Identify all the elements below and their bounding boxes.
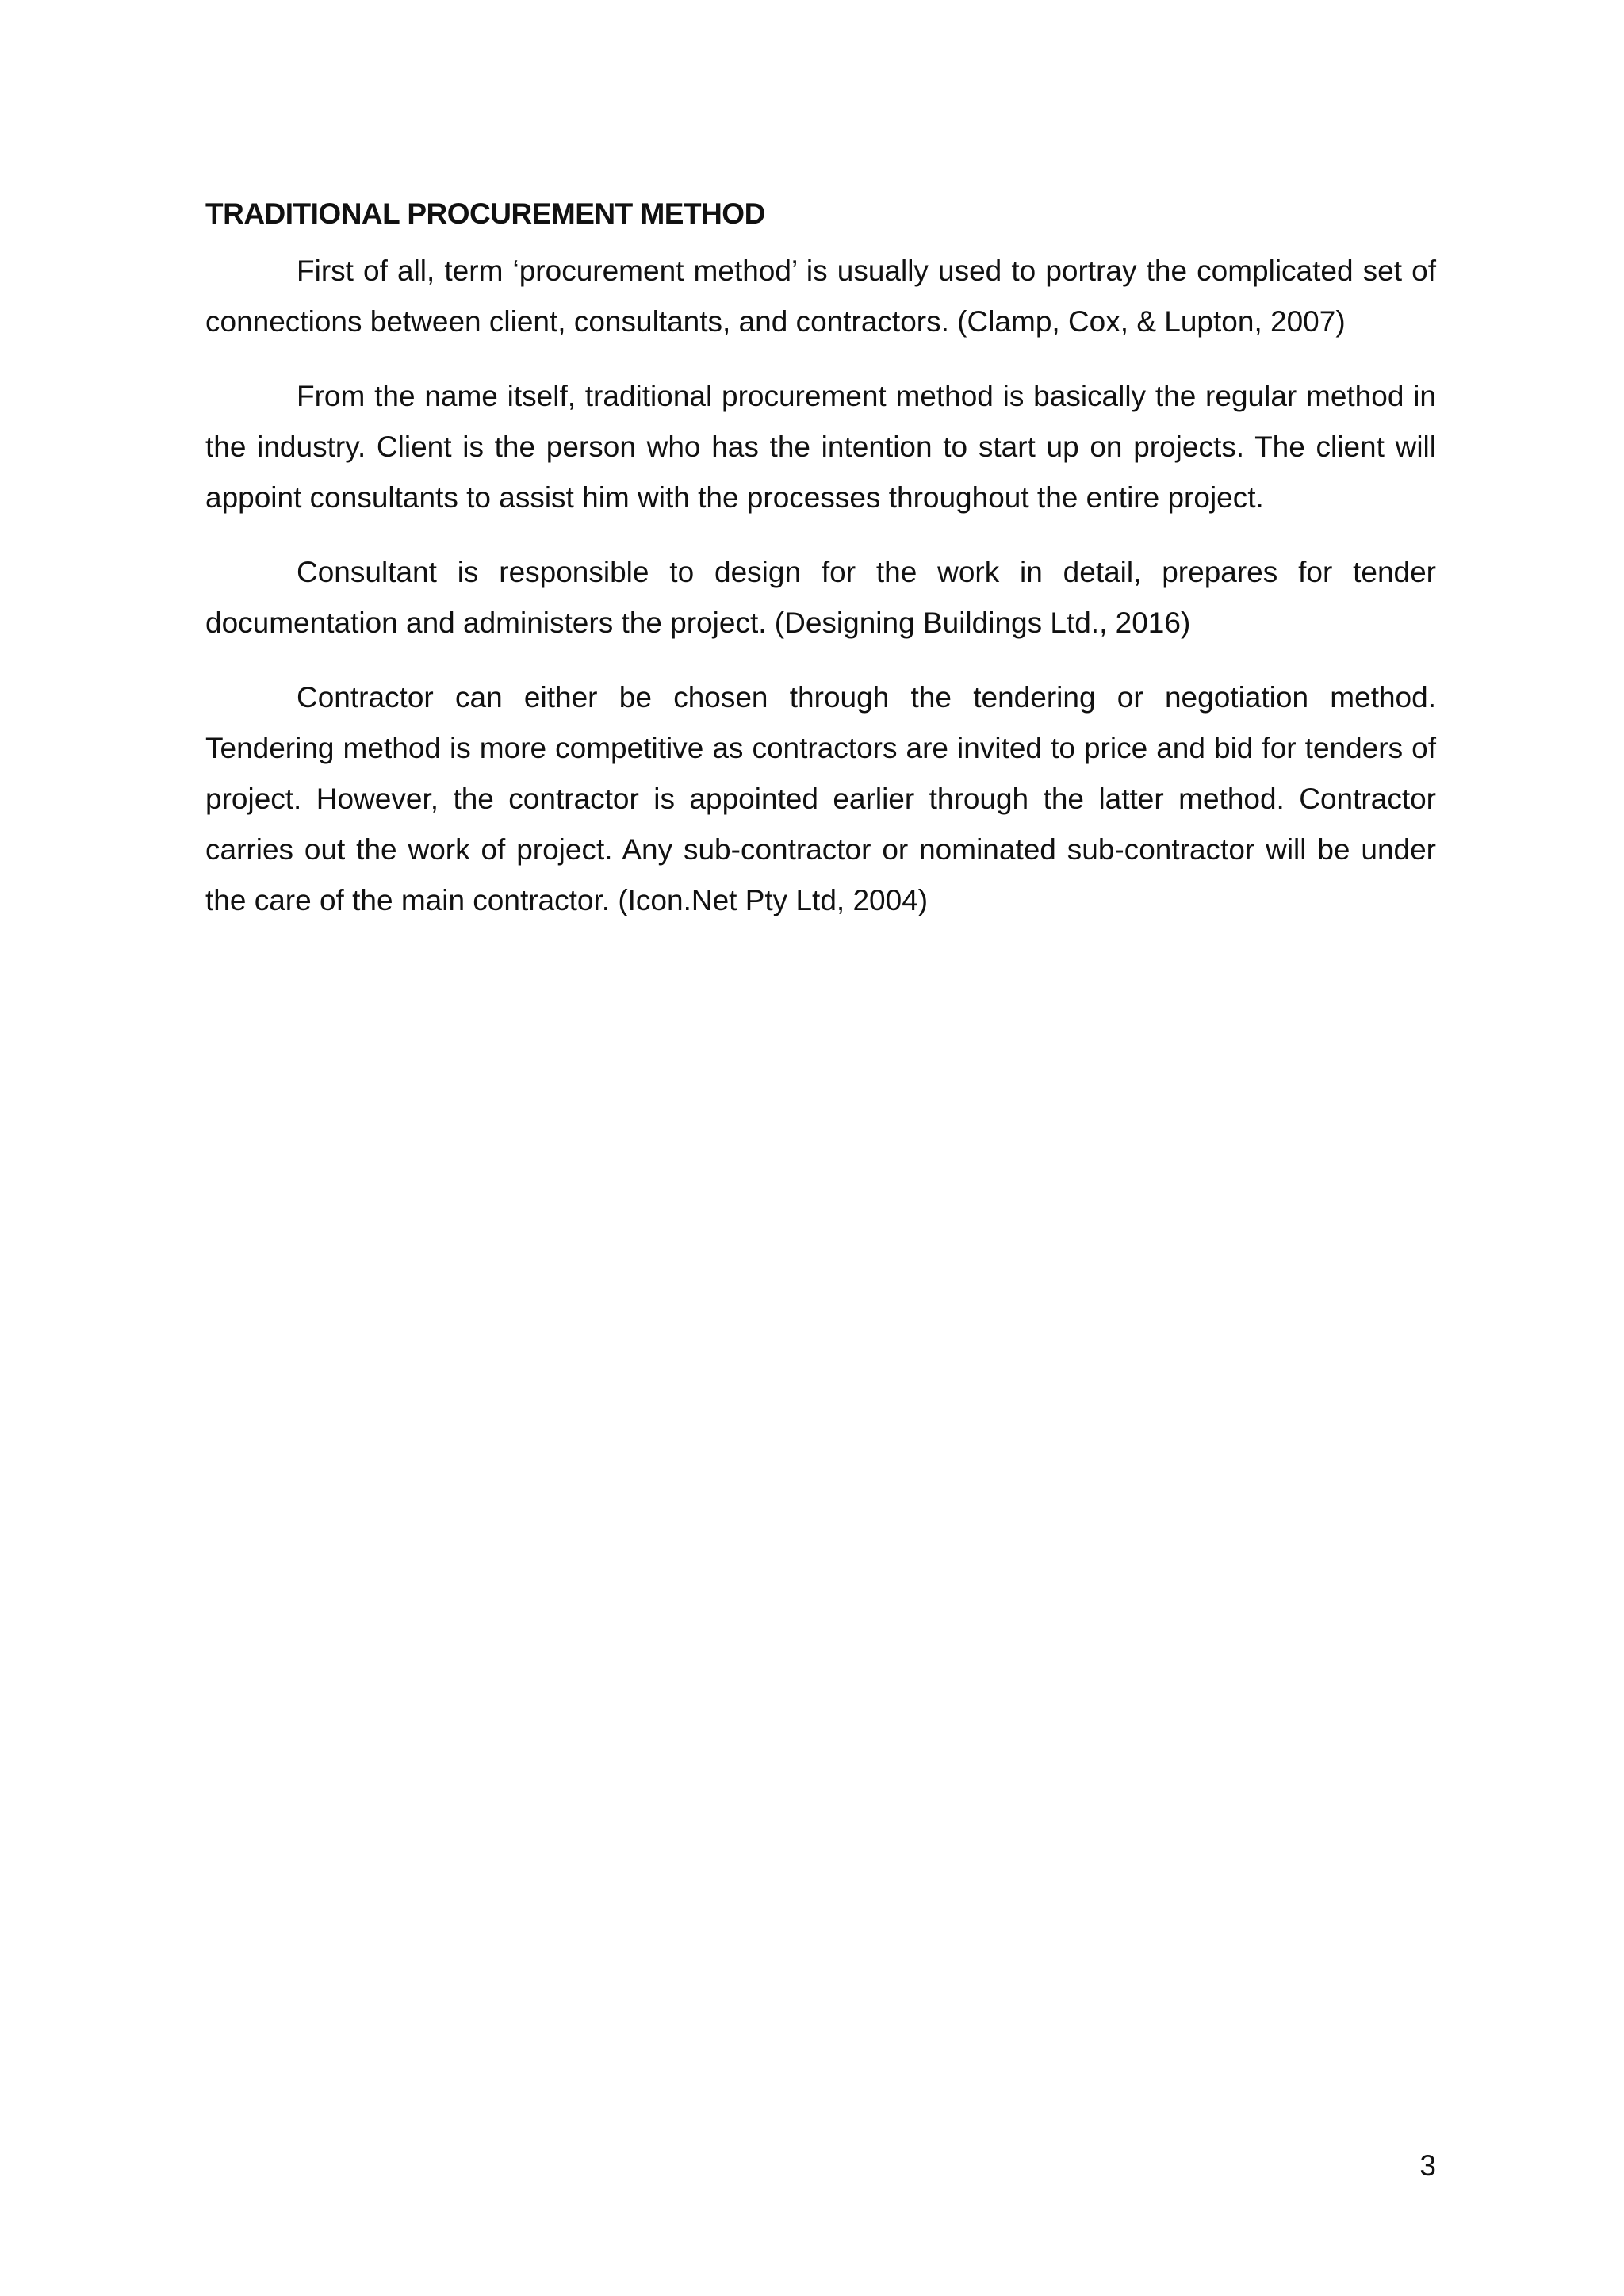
page-number: 3 xyxy=(1419,2149,1436,2182)
section-heading: TRADITIONAL PROCUREMENT METHOD xyxy=(205,197,765,230)
paragraph-traditional-method: From the name itself, traditional procurement method is basically the regular method in the industry. Client is the person who has the intention to start up on projects. The client will appoint consultants to assist him with the processes throughout the entire project. xyxy=(205,380,1436,514)
paragraph-consultant: Consultant is responsible to design for the work in detail, prepares for tender documentation and administers the project. (Designing Buildings Ltd., 2016) xyxy=(205,556,1436,639)
paragraph-contractor: Contractor can either be chosen through the tendering or negotiation method. Tendering method is more competitive as contractors are invited to price and bid for tenders of project. However, the contractor is appointed earlier through the latter method. Contractor carries out the work of project. Any sub-contractor or nominated sub-contractor will be under the care of the main contractor. (Icon.Net Pty Ltd, 2004) xyxy=(205,681,1436,916)
paragraph-procurement-definition: First of all, term ‘procurement method’ is usually used to portray the complicated set of connections between client, consultants, and contractors. (Clamp, Cox, & Lupton, 2007) xyxy=(205,254,1436,338)
page-content xyxy=(205,189,1436,950)
